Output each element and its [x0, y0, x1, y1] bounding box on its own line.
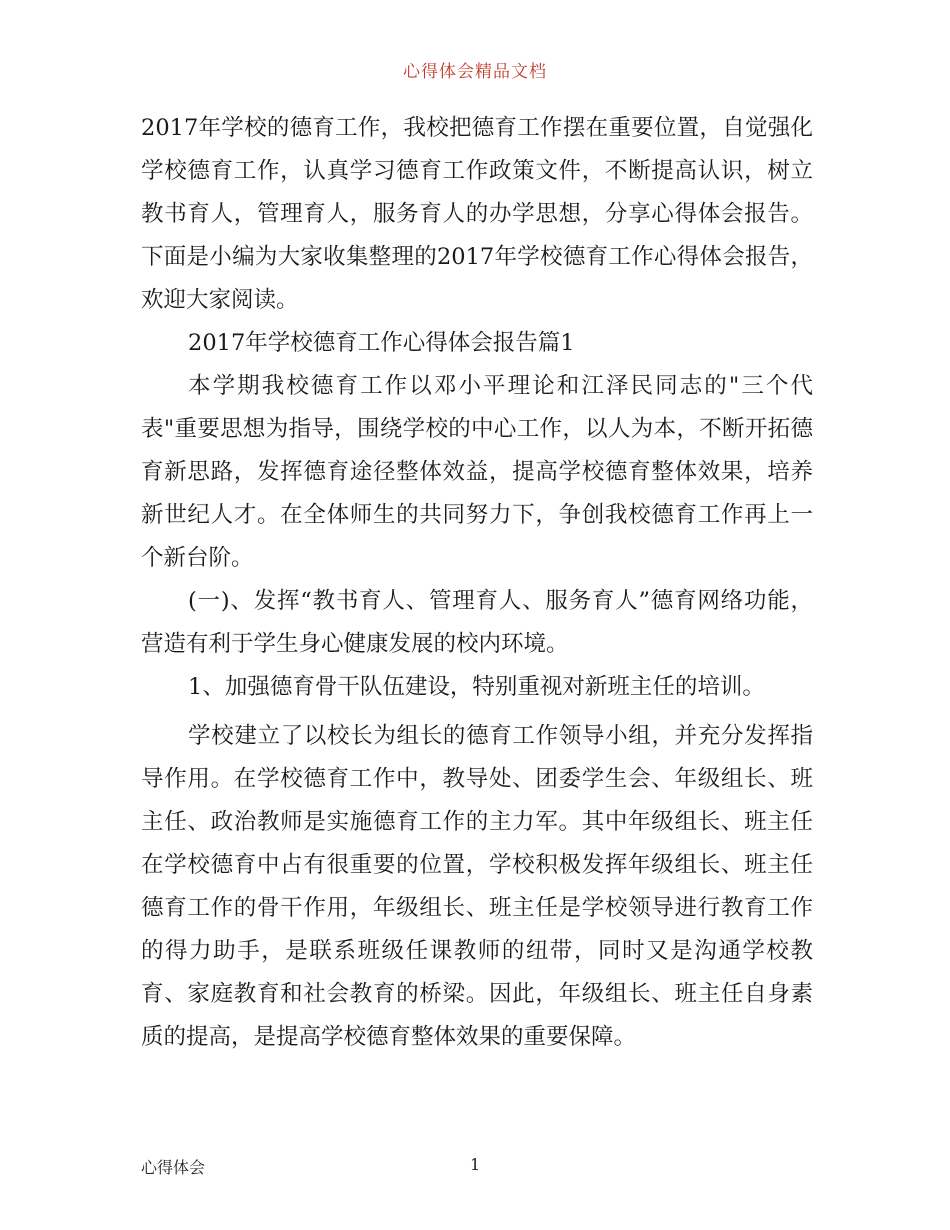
intro-paragraph: 2017年学校的德育工作，我校把德育工作摆在重要位置，自觉强化学校德育工作，认真学习德育工作政策文件，不断提高认识，树立教书育人，管理育人，服务育人的办学思想，分享心得体会报告。下面是小编为大家收集整理的2017年学校德育工作心得体会报告，欢迎大家阅读。 [141, 115, 813, 313]
section-heading: 2017年学校德育工作心得体会报告篇1 [188, 330, 575, 356]
body-paragraph: 学校建立了以校长为组长的德育工作领导小组，并充分发挥指导作用。在学校德育工作中，教导处、团委学生会、年级组长、班主任、政治教师是实施德育工作的主力军。其中年级组长、班主任在学校德育中占有很重要的位置，学校积极发挥年级组长、班主任德育工作的骨干作用，年级组长、班主任是学校领导进行教育工作的得力助手，是联系班级任课教师的纽带，同时又是沟通学校教育、家庭教育和社会教育的桥梁。因此，年级组长、班主任自身素质的提高，是提高学校德育整体效果的重要保障。 [141, 723, 813, 1050]
footer-label: 心得体会 [141, 1158, 206, 1177]
subsection-heading: (一)、发挥“教书育人、管理育人、服务育人”德育网络功能，营造有利于学生身心健康发展的校内环境。 [141, 588, 813, 657]
document-body [141, 107, 813, 1059]
document-header-title: 心得体会精品文档 [403, 62, 547, 82]
numbered-item-heading: 1、加强德育骨干队伍建设，特别重视对新班主任的培训。 [188, 674, 765, 700]
page-number: 1 [470, 1155, 481, 1174]
body-paragraph: 本学期我校德育工作以邓小平理论和江泽民同志的"三个代表"重要思想为指导，围绕学校的中心工作，以人为本，不断开拓德育新思路，发挥德育途径整体效益，提高学校德育整体效果，培养新世纪人才。在全体师生的共同努力下，争创我校德育工作再上一个新台阶。 [141, 373, 813, 571]
